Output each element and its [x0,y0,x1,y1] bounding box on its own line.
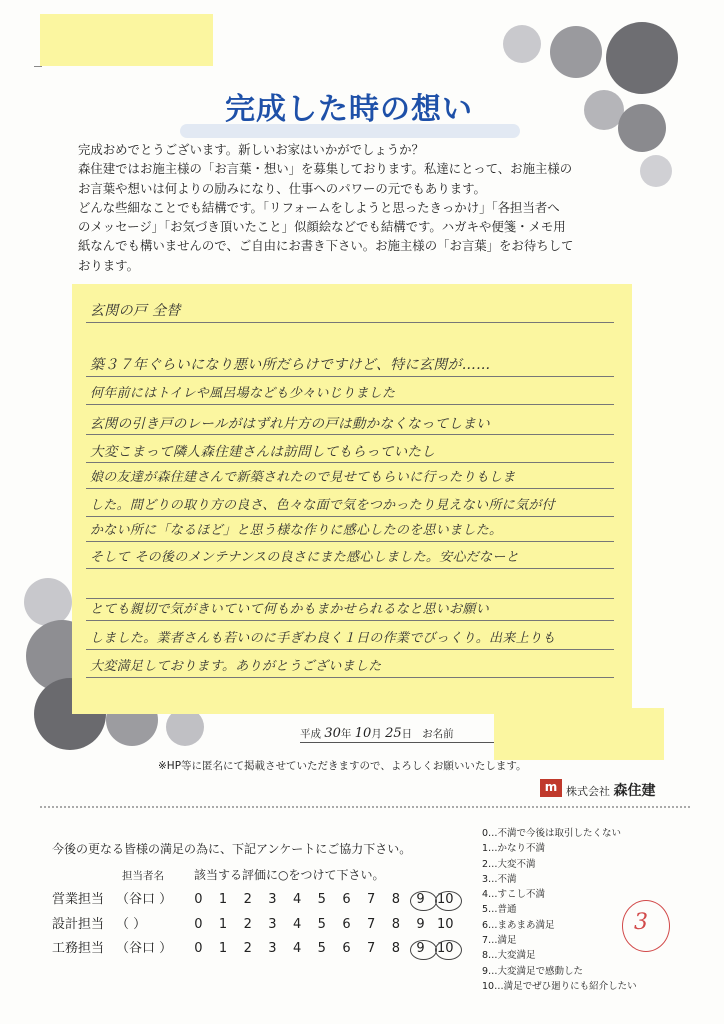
date-month: 10 [354,726,372,741]
score-option[interactable]: 4 [292,917,302,932]
rating-legend [482,826,637,994]
score-option[interactable]: 7 [367,941,376,956]
score-option[interactable]: 5 [317,892,326,907]
company-prefix: 株式会社 [566,785,610,798]
date-month-unit: 月 [371,728,382,740]
score-option[interactable]: 2 [243,941,252,956]
name-redaction-box [494,708,664,760]
survey-instruction: 該当する評価に○をつけて下さい。 [194,868,385,882]
header-label-box [40,14,213,66]
score-option[interactable]: 2 [243,892,252,907]
score-option[interactable]: 10 [436,917,454,932]
ruled-line [86,404,614,405]
handwritten-line: 娘の友達が森住建さんで新築されたので見せてもらいに行ったりもしま [90,470,516,485]
score-option[interactable]: 4 [292,941,302,956]
section-divider [40,806,690,808]
score-option[interactable]: 4 [292,892,302,907]
score-option[interactable]: 3 [268,941,277,956]
legend-item: 6…まあまあ満足 [482,919,555,931]
score-option[interactable]: 5 [317,941,326,956]
ruled-line [86,434,614,435]
anonymity-notice: ※HP等に匿名にて掲載させていただきますので、よろしくお願いいたします。 [158,760,527,772]
intro-line: おります。 [78,257,139,273]
handwritten-line: しました。業者さんも若いのに手ぎわ良く１日の作業でびっくり。出来上りも [90,631,556,646]
score-option[interactable]: 0 [194,917,203,932]
score-option[interactable]: 1 [218,941,228,956]
score-option[interactable]: 0 [194,941,203,956]
decor-circle [24,578,72,626]
score-option[interactable]: 1 [218,892,228,907]
legend-item: 2…大変不満 [482,858,536,870]
intro-line: どんな些細なことでも結構です。「リフォームをしようと思ったきっかけ」「各担当者へ [78,199,560,215]
score-option[interactable]: 2 [243,917,252,932]
date-day: 25 [385,726,402,741]
person-name-label: 担当者名 [122,870,164,882]
ruled-line [86,649,614,650]
ruled-line [86,568,614,569]
score-option[interactable]: 3 [268,917,277,932]
handwritten-line: とても親切で気がきいていて何もかもまかせられるなと思いお願い [90,602,490,617]
score-option[interactable]: 5 [317,917,326,932]
ruled-line [86,488,614,489]
legend-item: 4…すこし不満 [482,889,546,901]
date-day-unit: 日 [401,728,413,740]
ruled-line [86,322,614,323]
company-name [566,780,656,800]
date-era: 平成 [300,728,321,740]
score-option[interactable]: 9 [408,892,433,907]
date-year-unit: 年 [340,728,352,740]
score-option[interactable]: 9 [416,917,425,932]
score-option[interactable]: 10 [433,892,458,907]
company-logo: m [540,779,562,797]
score-circle-mark [435,891,462,911]
ruled-line [86,620,614,621]
intro-line: 森住建ではお施主様の「お言葉・想い」を募集しております。私達にとって、お施主様の [78,161,573,177]
header-rule [34,66,42,67]
legend-item: 10…満足でぜひ廻りにも紹介したい [482,980,637,992]
legend-item: 3…不満 [482,873,517,885]
handwritten-line: 玄関の引き戸のレールがはずれ片方の戸は動かなくなってしまい [90,416,490,432]
handwritten-line: そして その後のメンテナンスの良さにまた感心しました。安心だなーと [90,550,519,565]
legend-item: 0…不満で今後は取引したくない [482,828,622,839]
score-option[interactable]: 0 [194,892,203,907]
survey-role: 工務担当 [52,941,105,956]
survey-row [52,937,458,956]
decor-circle [550,26,602,78]
score-option[interactable]: 10 [433,941,458,956]
handwritten-line: 大変こまって隣人森住建さんは訪問してもらっていたし [90,444,435,460]
ruled-line [86,462,614,463]
handwritten-line: 築３７年ぐらいになり悪い所だらけですけど、特に玄関が…… [90,357,491,373]
score-option[interactable]: 9 [408,941,433,956]
intro-line: 完成おめでとうございます。新しいお家はいかがでしょうか？ [78,142,424,157]
score-option[interactable]: 6 [342,941,351,956]
ruled-line [86,541,614,542]
handwritten-line: 何年前にはトイレや風呂場なども少々いじりました [90,386,396,401]
handwritten-line: した。間どりの取り方の良さ、色々な面で気をつかったり見えない所に気が付 [90,498,555,513]
score-options [186,941,458,956]
intro-text [78,140,678,275]
survey-row [52,888,458,907]
ruled-line [86,376,614,377]
score-option[interactable]: 1 [218,917,228,932]
legend-item: 8…大変満足 [482,950,536,962]
score-option[interactable]: 8 [391,892,400,907]
handwritten-line: 玄関の戸 全替 [90,303,181,319]
name-label: お名前 [422,728,454,740]
ruled-line [86,516,614,517]
handwritten-line: かない所に「なるほど」と思う様な作りに感心したのを思いました。 [90,523,503,538]
legend-item: 1…かなり不満 [482,843,546,855]
intro-line: お言葉や想いは何よりの励みになり、仕事へのパワーの元でもあります。 [78,180,486,196]
date-year: 30 [324,726,341,741]
score-option[interactable]: 7 [367,917,376,932]
decor-circle [503,25,541,63]
company-brand: 森住建 [613,783,656,799]
score-option[interactable]: 8 [391,917,400,932]
survey-person: （谷口 ） [116,941,173,956]
score-options [186,892,458,907]
score-option[interactable]: 3 [268,892,277,907]
intro-line: 紙なんでも構いませんので、ご自由にお書き下さい。お施主様の「お言葉」をお待ちして [78,238,574,254]
survey-person: （ ） [116,917,147,932]
date-row [300,726,454,741]
intro-line: のメッセージ」「お気づき頂いたこと」似顔絵などでも結構です。ハガキや便箋・メモ用 [78,219,566,235]
score-circle-mark [435,940,462,960]
ruled-line [86,677,614,678]
score-option[interactable]: 6 [342,892,351,907]
score-option[interactable]: 7 [367,892,376,907]
survey-heading: 今後の更なる皆様の満足の為に、下記アンケートにご協力下さい。 [52,842,412,856]
survey-role: 営業担当 [52,892,105,907]
score-options [186,917,458,932]
survey-row [52,913,458,932]
legend-item: 7…満足 [482,935,517,947]
survey-person: （谷口 ） [116,892,173,907]
score-option[interactable]: 6 [342,917,351,932]
legend-item: 9…大変満足で感動した [482,965,584,977]
handwritten-line: 大変満足しております。ありがとうございました [90,659,382,674]
date-underline [300,742,500,743]
decor-circle [606,22,678,94]
page-title: 完成した時の想い [225,92,473,127]
score-option[interactable]: 8 [391,941,400,956]
red-handwritten-mark: 3 [634,910,648,935]
legend-item: 5…普通 [482,904,517,916]
survey-role: 設計担当 [52,917,105,932]
